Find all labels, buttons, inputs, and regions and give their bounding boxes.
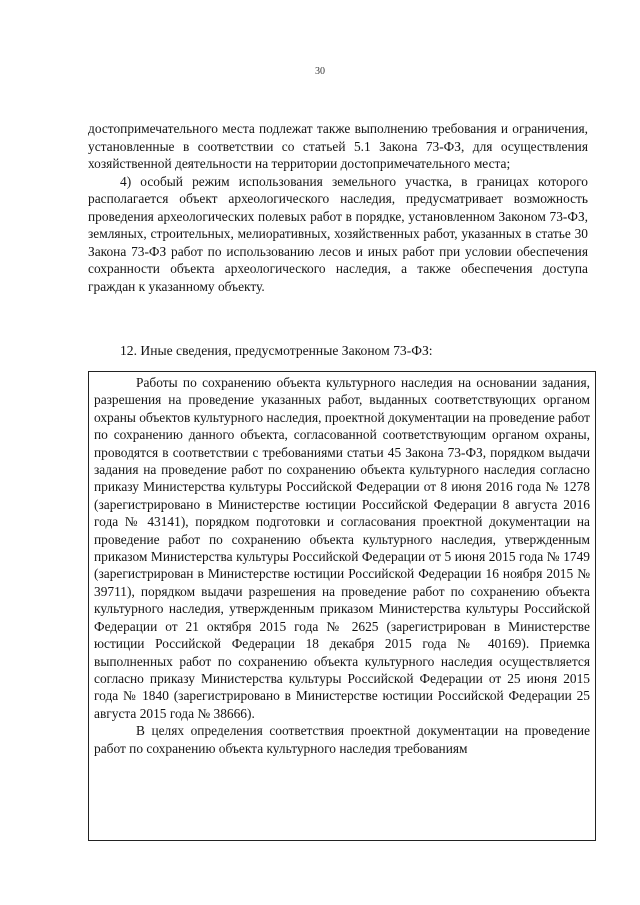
paragraph-item-4: 4) особый режим использования земельного участка, в границах которого располагается объект археологического наследия, предусматривает возможность проведения археологических полевых работ в порядке, установленном Законом 73-ФЗ, земляных, строительных, мелиоративных, хозяйственных работ, указанных в статье 30 Закона 73-ФЗ работ по использованию лесов и иных работ при условии обеспечения сохранности объекта археологического наследия, а также обеспечения доступа граждан к указанному объекту. <box>88 173 588 294</box>
boxed-paragraph-purpose: В целях определения соответствия проектной документации на проведение работ по сохранению объекта культурного наследия требованиям <box>94 723 590 756</box>
paragraph-continuation: достопримечательного места подлежат также выполнению требования и ограничения, установленные в соответствии со статьей 5.1 Закона 73-ФЗ, для осуществления хозяйственной деятельности на территории достопримечательного места; <box>88 121 588 171</box>
page-number: 30 <box>315 66 325 77</box>
top-text-block <box>88 120 588 295</box>
section-heading: 12. Иные сведения, предусмотренные Законом 73-ФЗ: <box>120 343 433 358</box>
boxed-paragraph-works: Работы по сохранению объекта культурного наследия на основании задания, разрешения на проведение указанных работ, выданных соответствующих органом охраны объектов культурного наследия, проектной документации на проведение работ по сохранению данного объекта, согласованной соответствующим органом охраны, проводятся в соответствии с требованиями статьи 45 Закона 73-ФЗ, порядком выдачи задания на проведение работ по сохранению объекта культурного наследия согласно приказу Министерства культуры Российской Федерации от 8 июня 2016 года № 1278 (зарегистрировано в Министерстве юстиции Российской Федерации 8 августа 2016 года № 43141), порядком подготовки и согласования проектной документации на проведение работ по сохранению объекта культурного наследия, утвержденным приказом Министерства культуры Российской Федерации от 5 июня 2015 года № 1749 (зарегистрирован в Министерстве юстиции Российской Федерации 16 ноября 2015 № 39711), порядком выдачи разрешения на проведение работ по сохранению объекта культурного наследия, утвержденным приказом Министерства культуры Российской Федерации от 21 октября 2015 года № 2625 (зарегистрирован в Министерстве юстиции Российской Федерации 18 декабря 2015 года № 40169). Приемка выполненных работ по сохранению объекта культурного наследия осуществляется согласно приказу Министерства культуры Российской Федерации от 25 июня 2015 года № 1840 (зарегистрировано в Министерстве юстиции Российской Федерации 25 августа 2015 года № 38666). <box>94 375 590 721</box>
bordered-text-box <box>88 371 596 841</box>
